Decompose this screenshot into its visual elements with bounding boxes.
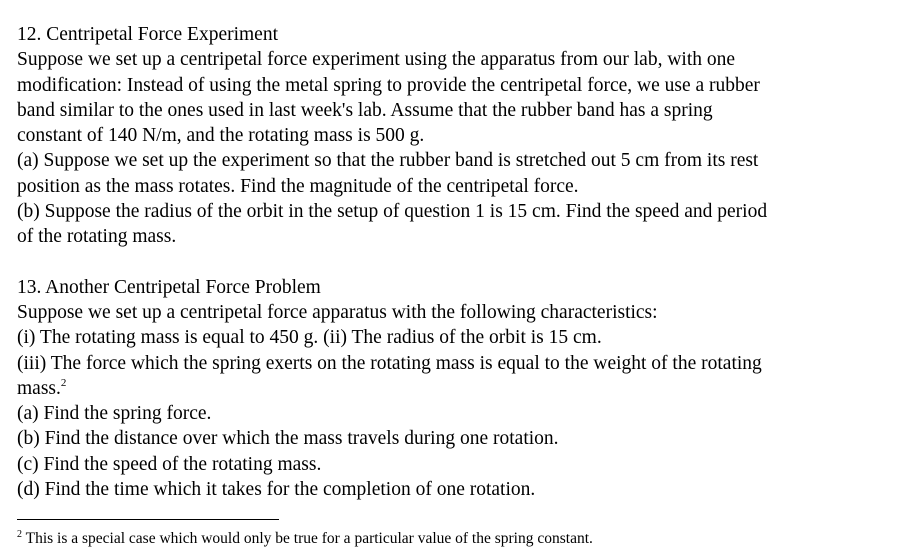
- mass-word: mass.: [17, 377, 61, 399]
- problem-12-title: 12. Centripetal Force Experiment: [17, 24, 279, 45]
- section-gap: [17, 250, 897, 275]
- problem-12-part-b: (b) Suppose the radius of the orbit in the setup of question 1 is 15 cm. Find the speed and period: [17, 201, 768, 223]
- footnote-reference: 2: [60, 376, 67, 389]
- problem-13-title: 13. Another Centripetal Force Problem: [17, 276, 321, 298]
- problem-13-line: (iii) The force which the spring exerts on the rotating mass is equal to the weight of the rotating: [17, 352, 762, 374]
- footnote-rule: [17, 519, 279, 520]
- problem-13-line: (i) The rotating mass is equal to 450 g. (ii) The radius of the orbit is 15 cm.: [17, 327, 602, 349]
- problem-13-part-a: (a) Find the spring force.: [17, 403, 212, 425]
- document-body: [17, 0, 897, 502]
- problem-13-part-b: (b) Find the distance over which the mass travels during one rotation.: [17, 428, 559, 450]
- problem-12-part-a: (a) Suppose we set up the experiment so that the rubber band is stretched out 5 cm from its rest: [17, 150, 759, 172]
- problem-12-line: Suppose we set up a centripetal force experiment using the apparatus from our lab, with one: [17, 49, 736, 71]
- problem-13-part-d: (d) Find the time which it takes for the completion of one rotation.: [17, 479, 536, 501]
- problem-12-line: constant of 140 N/m, and the rotating mass is 500 g.: [17, 125, 425, 147]
- problem-12-part-a-cont: position as the mass rotates. Find the magnitude of the centripetal force.: [17, 175, 579, 197]
- problem-13-part-c: (c) Find the speed of the rotating mass.: [17, 453, 322, 475]
- footnote: [17, 529, 593, 548]
- footnote-text: This is a special case which would only be true for a particular value of the spring constant.: [22, 530, 593, 547]
- problem-12-line: band similar to the ones used in last week's lab. Assume that the rubber band has a spring: [17, 99, 713, 121]
- problem-13-line: Suppose we set up a centripetal force apparatus with the following characteristics:: [17, 301, 658, 323]
- footnote-marker: 2: [17, 529, 22, 540]
- problem-13-mass-line: [17, 376, 897, 401]
- problem-12-part-b-cont: of the rotating mass.: [17, 226, 177, 248]
- problem-12-line: modification: Instead of using the metal spring to provide the centripetal force, we use a rubber: [17, 74, 760, 96]
